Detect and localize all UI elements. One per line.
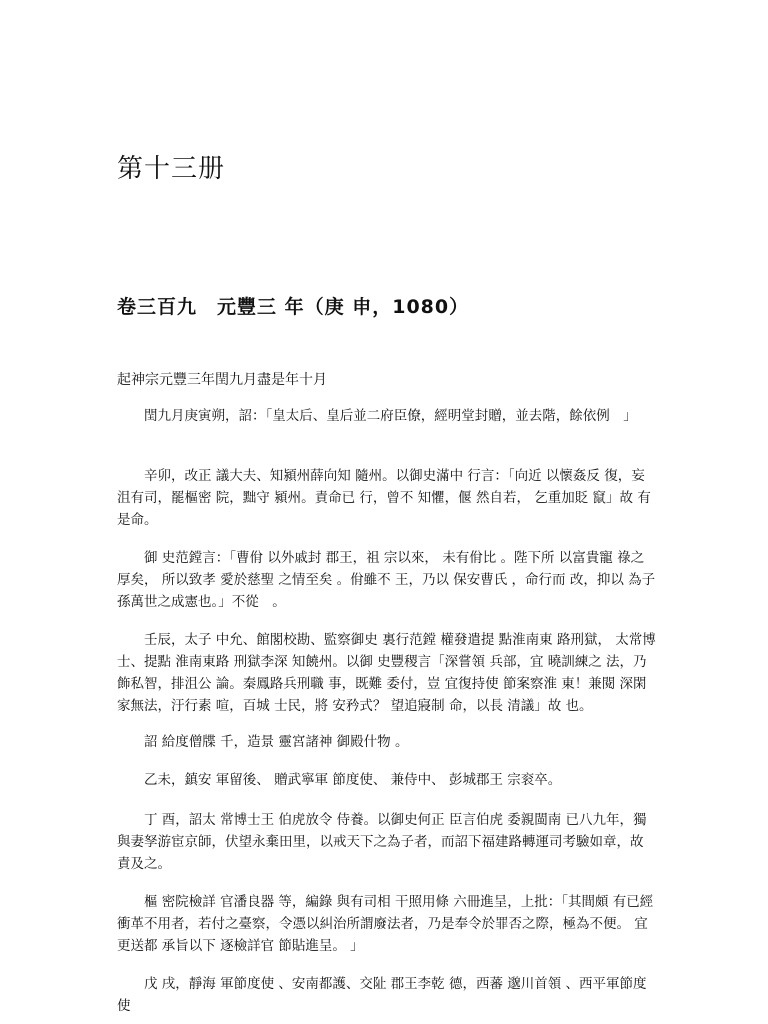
- entry-paragraph: 乙未，鎮安 軍留後、 贈武寧軍 節度使、 兼侍中、 彭城郡王 宗衮卒。: [144, 772, 562, 788]
- entry-paragraph: 樞 密院檢詳 官潘良器 等，編錄 與有司相 干照用條 六冊進呈，上批：「其間頗 有已經衝革不用者，若付之臺察，令憑以糾治所謂廢法者，乃是奉令於罪否之際，極為不便。 宜更送都 承旨以下 逐檢詳官 節貼進呈。 」: [117, 894, 654, 954]
- entry-paragraph: 御 史范鏜言：「曹佾 以外戚封 郡王，祖 宗以來， 未有佾比 。陛下所 以富貴寵 祿之厚矣， 所以致孝 愛於慈聖 之情至矣 。佾雖不 王，乃以 保安曹氏 ，命行而 改，抑以 為子孫萬世之成憲也。」不從 。: [117, 550, 656, 610]
- entry-paragraph: 丁 酉，詔太 常博士王 伯虎放令 侍養。以御史何正 臣言伯虎 委親閩南 已八九年，獨與妻孥游宦京師，伏望永棄田里，以戒天下之為子者，而詔下福建路轉運司考驗如章，故 責及之。: [117, 812, 647, 872]
- entry-paragraph: 辛卯，改正 議大夫、知潁州薛向知 隨州。以御史滿中 行言：「向近 以懷姦反 復，妄沮有司，罷樞密 院，黜守 潁州。責命已 行，曾不 知懼，偃 然自若， 乞重加貶 竄」故 有是命。: [117, 468, 651, 528]
- entry-paragraph: 壬辰，太子 中允、館閣校勘、監察御史 裏行范鏜 權發遣提 點淮南東 路刑獄， 太常博士、提點 淮南東路 刑獄李深 知饒州。以御 史豐稷言「深嘗領 兵部，宜 曉訓練之 法，乃飾私智，排沮公 論。秦鳳路兵刑職 事，既難 委付，豈 宜復持使 節案察淮 東！兼閱 深閑家無法，汙行素 喧，百城 士民，將 安矜式？ 望追寢制 命，以長 清議」故 也。: [117, 632, 656, 714]
- date-range-line: 起神宗元豐三年閏九月盡是年十月: [117, 372, 327, 388]
- entry-paragraph: 戊 戌，靜海 軍節度使 、安南都護、交阯 郡王李乾 德，西蕃 邈川首領 、西平軍節度 使: [117, 976, 647, 1014]
- volume-title: 第十三册: [117, 154, 226, 184]
- chapter-title: 卷三百九 元豐三 年（庚 申，1080）: [117, 296, 470, 318]
- entry-paragraph: 詔 給度僧牒 千，造景 靈宮諸神 御殿什物 。: [144, 734, 409, 750]
- entry-paragraph: 閏九月庚寅朔，詔：「皇太后、皇后並二府臣僚，經明堂封贈，並去階，餘依例 」: [144, 408, 637, 424]
